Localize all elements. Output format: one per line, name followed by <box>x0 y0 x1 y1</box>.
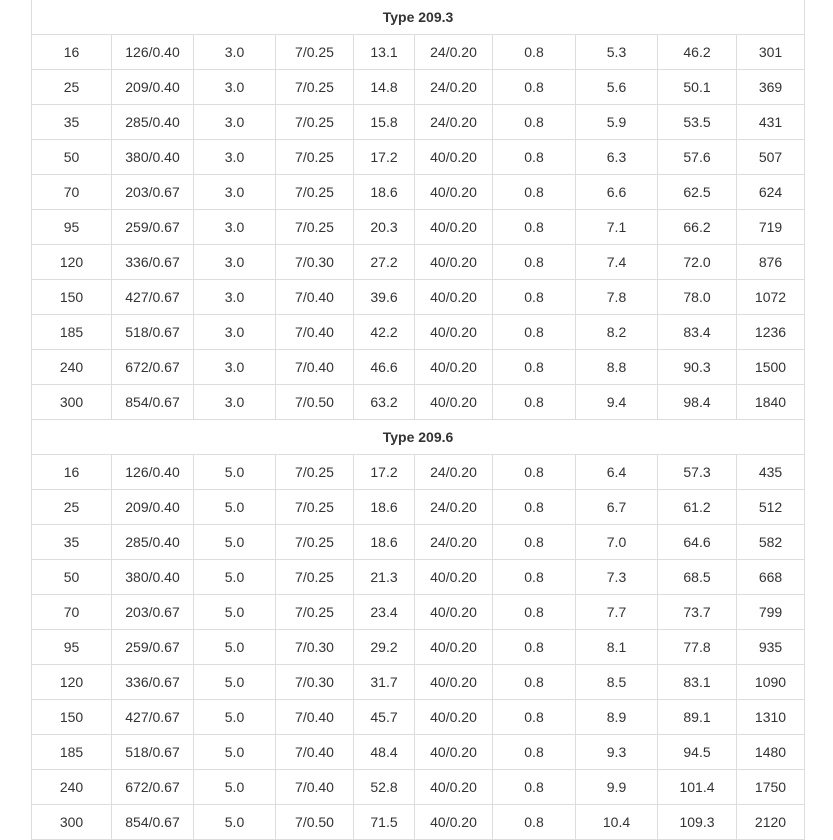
table-cell: 3.0 <box>194 315 276 350</box>
table-cell: 185 <box>32 735 112 770</box>
table-cell: 40/0.20 <box>415 315 493 350</box>
table-cell: 5.0 <box>194 490 276 525</box>
table-cell: 8.5 <box>576 665 658 700</box>
table-cell: 5.0 <box>194 700 276 735</box>
table-cell: 61.2 <box>658 490 737 525</box>
table-cell: 0.8 <box>493 70 576 105</box>
table-cell: 70 <box>32 175 112 210</box>
table-cell: 0.8 <box>493 630 576 665</box>
table-cell: 94.5 <box>658 735 737 770</box>
table-cell: 7/0.25 <box>276 595 354 630</box>
table-cell: 0.8 <box>493 490 576 525</box>
table-cell: 209/0.40 <box>112 490 194 525</box>
table-row <box>32 700 805 735</box>
table-cell: 6.3 <box>576 140 658 175</box>
table-cell: 71.5 <box>354 805 415 840</box>
table-cell: 7/0.25 <box>276 490 354 525</box>
table-cell: 35 <box>32 525 112 560</box>
table-cell: 3.0 <box>194 35 276 70</box>
table-cell: 24/0.20 <box>415 490 493 525</box>
table-cell: 624 <box>737 175 805 210</box>
table-cell: 6.6 <box>576 175 658 210</box>
table-cell: 369 <box>737 70 805 105</box>
table-cell: 854/0.67 <box>112 805 194 840</box>
table-cell: 7/0.30 <box>276 630 354 665</box>
table-cell: 0.8 <box>493 245 576 280</box>
table-cell: 7.4 <box>576 245 658 280</box>
table-row <box>32 280 805 315</box>
table-cell: 77.8 <box>658 630 737 665</box>
table-cell: 0.8 <box>493 105 576 140</box>
table-cell: 31.7 <box>354 665 415 700</box>
table-cell: 5.3 <box>576 35 658 70</box>
table-cell: 240 <box>32 770 112 805</box>
table-cell: 1750 <box>737 770 805 805</box>
table-cell: 50 <box>32 560 112 595</box>
table-cell: 7/0.50 <box>276 805 354 840</box>
table-row <box>32 385 805 420</box>
table-row <box>32 525 805 560</box>
table-cell: 0.8 <box>493 315 576 350</box>
table-row <box>32 490 805 525</box>
table-cell: 48.4 <box>354 735 415 770</box>
table-row <box>32 595 805 630</box>
table-row <box>32 735 805 770</box>
table-cell: 876 <box>737 245 805 280</box>
table-row <box>32 630 805 665</box>
table-cell: 7/0.25 <box>276 525 354 560</box>
table-cell: 17.2 <box>354 455 415 490</box>
table-cell: 1236 <box>737 315 805 350</box>
table-cell: 78.0 <box>658 280 737 315</box>
table-cell: 57.6 <box>658 140 737 175</box>
table-cell: 50.1 <box>658 70 737 105</box>
table-cell: 854/0.67 <box>112 385 194 420</box>
section-header-row <box>32 0 805 35</box>
table-cell: 0.8 <box>493 35 576 70</box>
table-cell: 5.9 <box>576 105 658 140</box>
table-cell: 7/0.25 <box>276 35 354 70</box>
table-cell: 10.4 <box>576 805 658 840</box>
table-cell: 95 <box>32 630 112 665</box>
table-cell: 7/0.25 <box>276 175 354 210</box>
table-cell: 89.1 <box>658 700 737 735</box>
table-cell: 39.6 <box>354 280 415 315</box>
table-cell: 3.0 <box>194 70 276 105</box>
table-cell: 185 <box>32 315 112 350</box>
table-row <box>32 805 805 840</box>
table-cell: 0.8 <box>493 350 576 385</box>
table-row <box>32 70 805 105</box>
table-cell: 68.5 <box>658 560 737 595</box>
table-cell: 109.3 <box>658 805 737 840</box>
table-cell: 7/0.25 <box>276 455 354 490</box>
table-cell: 5.0 <box>194 770 276 805</box>
table-cell: 62.5 <box>658 175 737 210</box>
table-cell: 24/0.20 <box>415 525 493 560</box>
table-cell: 0.8 <box>493 385 576 420</box>
table-cell: 27.2 <box>354 245 415 280</box>
table-cell: 66.2 <box>658 210 737 245</box>
table-cell: 8.8 <box>576 350 658 385</box>
table-cell: 24/0.20 <box>415 105 493 140</box>
table-cell: 7/0.25 <box>276 70 354 105</box>
table-cell: 120 <box>32 245 112 280</box>
table-cell: 5.0 <box>194 665 276 700</box>
table-row <box>32 455 805 490</box>
table-cell: 83.4 <box>658 315 737 350</box>
table-cell: 0.8 <box>493 805 576 840</box>
table-cell: 7/0.25 <box>276 210 354 245</box>
table-cell: 336/0.67 <box>112 245 194 280</box>
table-row <box>32 770 805 805</box>
table-cell: 95 <box>32 210 112 245</box>
table-cell: 209/0.40 <box>112 70 194 105</box>
table-cell: 7/0.25 <box>276 140 354 175</box>
table-cell: 7/0.40 <box>276 735 354 770</box>
table-cell: 9.4 <box>576 385 658 420</box>
section-title: Type 209.3 <box>32 0 805 35</box>
table-cell: 0.8 <box>493 770 576 805</box>
table-cell: 7.8 <box>576 280 658 315</box>
table-cell: 435 <box>737 455 805 490</box>
table-cell: 18.6 <box>354 525 415 560</box>
table-cell: 150 <box>32 280 112 315</box>
table-cell: 0.8 <box>493 455 576 490</box>
table-cell: 40/0.20 <box>415 175 493 210</box>
table-cell: 5.0 <box>194 630 276 665</box>
table-cell: 507 <box>737 140 805 175</box>
table-cell: 20.3 <box>354 210 415 245</box>
table-cell: 3.0 <box>194 350 276 385</box>
table-row <box>32 560 805 595</box>
table-cell: 3.0 <box>194 245 276 280</box>
table-cell: 21.3 <box>354 560 415 595</box>
table-cell: 3.0 <box>194 140 276 175</box>
table-cell: 259/0.67 <box>112 630 194 665</box>
table-cell: 150 <box>32 700 112 735</box>
table-cell: 300 <box>32 385 112 420</box>
table-cell: 24/0.20 <box>415 455 493 490</box>
table-cell: 0.8 <box>493 210 576 245</box>
table-cell: 73.7 <box>658 595 737 630</box>
table-row <box>32 175 805 210</box>
table-cell: 25 <box>32 490 112 525</box>
table-cell: 935 <box>737 630 805 665</box>
table-row <box>32 105 805 140</box>
table-cell: 799 <box>737 595 805 630</box>
table-cell: 14.8 <box>354 70 415 105</box>
table-cell: 40/0.20 <box>415 140 493 175</box>
table-cell: 9.9 <box>576 770 658 805</box>
table-cell: 13.1 <box>354 35 415 70</box>
table-cell: 83.1 <box>658 665 737 700</box>
table-cell: 5.6 <box>576 70 658 105</box>
table-cell: 2120 <box>737 805 805 840</box>
table-cell: 98.4 <box>658 385 737 420</box>
table-cell: 7/0.40 <box>276 700 354 735</box>
table-cell: 5.0 <box>194 455 276 490</box>
table-cell: 336/0.67 <box>112 665 194 700</box>
table-cell: 120 <box>32 665 112 700</box>
table-cell: 240 <box>32 350 112 385</box>
table-cell: 203/0.67 <box>112 175 194 210</box>
table-cell: 8.1 <box>576 630 658 665</box>
table-cell: 40/0.20 <box>415 665 493 700</box>
table-cell: 719 <box>737 210 805 245</box>
table-cell: 70 <box>32 595 112 630</box>
table-cell: 3.0 <box>194 210 276 245</box>
table-cell: 53.5 <box>658 105 737 140</box>
table-cell: 18.6 <box>354 490 415 525</box>
table-cell: 7.7 <box>576 595 658 630</box>
table-cell: 7/0.30 <box>276 665 354 700</box>
table-cell: 63.2 <box>354 385 415 420</box>
table-cell: 17.2 <box>354 140 415 175</box>
table-cell: 3.0 <box>194 175 276 210</box>
table-cell: 427/0.67 <box>112 700 194 735</box>
table-cell: 101.4 <box>658 770 737 805</box>
table-cell: 40/0.20 <box>415 385 493 420</box>
table-cell: 40/0.20 <box>415 770 493 805</box>
table-cell: 518/0.67 <box>112 735 194 770</box>
table-cell: 0.8 <box>493 525 576 560</box>
table-cell: 64.6 <box>658 525 737 560</box>
table-cell: 380/0.40 <box>112 140 194 175</box>
cable-spec-table <box>31 0 805 840</box>
table-cell: 40/0.20 <box>415 280 493 315</box>
table-row <box>32 210 805 245</box>
table-cell: 50 <box>32 140 112 175</box>
table-cell: 40/0.20 <box>415 805 493 840</box>
table-cell: 25 <box>32 70 112 105</box>
table-cell: 24/0.20 <box>415 70 493 105</box>
table-cell: 7/0.40 <box>276 315 354 350</box>
table-cell: 16 <box>32 455 112 490</box>
table-cell: 42.2 <box>354 315 415 350</box>
table-cell: 29.2 <box>354 630 415 665</box>
table-cell: 5.0 <box>194 735 276 770</box>
table-cell: 5.0 <box>194 560 276 595</box>
table-cell: 7/0.40 <box>276 280 354 315</box>
table-row <box>32 350 805 385</box>
table-cell: 672/0.67 <box>112 770 194 805</box>
table-row <box>32 315 805 350</box>
table-cell: 518/0.67 <box>112 315 194 350</box>
table-cell: 18.6 <box>354 175 415 210</box>
table-cell: 285/0.40 <box>112 105 194 140</box>
table-cell: 90.3 <box>658 350 737 385</box>
table-cell: 3.0 <box>194 105 276 140</box>
table-cell: 7/0.30 <box>276 245 354 280</box>
table-cell: 7/0.25 <box>276 105 354 140</box>
table-cell: 1840 <box>737 385 805 420</box>
table-cell: 8.2 <box>576 315 658 350</box>
table-cell: 0.8 <box>493 560 576 595</box>
table-cell: 380/0.40 <box>112 560 194 595</box>
table-cell: 0.8 <box>493 665 576 700</box>
table-cell: 300 <box>32 805 112 840</box>
table-cell: 46.6 <box>354 350 415 385</box>
table-cell: 7.1 <box>576 210 658 245</box>
table-cell: 668 <box>737 560 805 595</box>
table-cell: 9.3 <box>576 735 658 770</box>
table-cell: 52.8 <box>354 770 415 805</box>
table-cell: 8.9 <box>576 700 658 735</box>
table-row <box>32 665 805 700</box>
table-cell: 7/0.25 <box>276 560 354 595</box>
table-cell: 6.7 <box>576 490 658 525</box>
table-cell: 1072 <box>737 280 805 315</box>
table-row <box>32 245 805 280</box>
table-cell: 203/0.67 <box>112 595 194 630</box>
table-cell: 5.0 <box>194 525 276 560</box>
table-cell: 40/0.20 <box>415 700 493 735</box>
table-cell: 672/0.67 <box>112 350 194 385</box>
table-cell: 1480 <box>737 735 805 770</box>
table-cell: 45.7 <box>354 700 415 735</box>
table-cell: 1310 <box>737 700 805 735</box>
table-cell: 40/0.20 <box>415 630 493 665</box>
table-cell: 57.3 <box>658 455 737 490</box>
table-cell: 3.0 <box>194 280 276 315</box>
table-cell: 0.8 <box>493 700 576 735</box>
table-cell: 5.0 <box>194 595 276 630</box>
table-cell: 7/0.40 <box>276 770 354 805</box>
table-cell: 6.4 <box>576 455 658 490</box>
table-cell: 431 <box>737 105 805 140</box>
table-cell: 46.2 <box>658 35 737 70</box>
table-cell: 40/0.20 <box>415 210 493 245</box>
table-row <box>32 140 805 175</box>
table-cell: 7/0.50 <box>276 385 354 420</box>
table-cell: 1500 <box>737 350 805 385</box>
table-cell: 259/0.67 <box>112 210 194 245</box>
table-cell: 7/0.40 <box>276 350 354 385</box>
table-cell: 35 <box>32 105 112 140</box>
table-cell: 23.4 <box>354 595 415 630</box>
table-body <box>32 0 805 840</box>
table-cell: 5.0 <box>194 805 276 840</box>
table-cell: 7.3 <box>576 560 658 595</box>
section-header-row <box>32 420 805 455</box>
table-row <box>32 35 805 70</box>
table-cell: 40/0.20 <box>415 350 493 385</box>
table-cell: 15.8 <box>354 105 415 140</box>
table-cell: 40/0.20 <box>415 735 493 770</box>
table-cell: 0.8 <box>493 735 576 770</box>
table-cell: 16 <box>32 35 112 70</box>
table-cell: 0.8 <box>493 595 576 630</box>
table-cell: 301 <box>737 35 805 70</box>
table-cell: 512 <box>737 490 805 525</box>
table-cell: 582 <box>737 525 805 560</box>
table-cell: 0.8 <box>493 140 576 175</box>
table-cell: 126/0.40 <box>112 35 194 70</box>
table-cell: 0.8 <box>493 175 576 210</box>
table-cell: 285/0.40 <box>112 525 194 560</box>
section-title: Type 209.6 <box>32 420 805 455</box>
table-cell: 3.0 <box>194 385 276 420</box>
table-cell: 427/0.67 <box>112 280 194 315</box>
table-cell: 40/0.20 <box>415 595 493 630</box>
table-cell: 24/0.20 <box>415 35 493 70</box>
table-cell: 0.8 <box>493 280 576 315</box>
table-cell: 40/0.20 <box>415 245 493 280</box>
table-cell: 72.0 <box>658 245 737 280</box>
table-cell: 7.0 <box>576 525 658 560</box>
table-cell: 1090 <box>737 665 805 700</box>
table-cell: 40/0.20 <box>415 560 493 595</box>
table-cell: 126/0.40 <box>112 455 194 490</box>
